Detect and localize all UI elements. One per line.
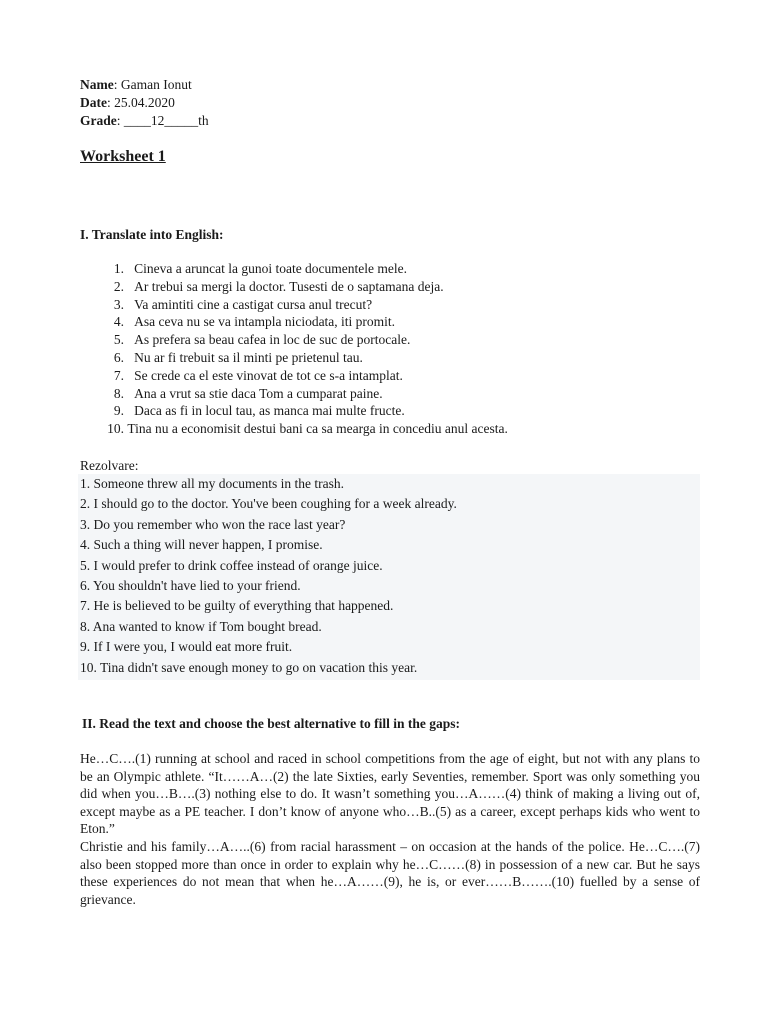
list-item <box>80 313 508 331</box>
grade-value: : ____12_____th <box>116 113 209 128</box>
item-number: 7. <box>113 367 124 383</box>
item-number: 9. <box>113 403 124 419</box>
item-number: 10. <box>107 421 124 437</box>
item-text: As prefera sa beau cafea in loc de suc de portocale. <box>134 332 411 348</box>
grade-label: Grade <box>80 113 117 128</box>
item-text: Se crede ca el este vinovat de tot ce s-a intamplat. <box>134 367 403 383</box>
solution-label: Rezolvare: <box>80 458 139 473</box>
answer-line: 7. He is believed to be guilty of everything that happened. <box>80 598 394 614</box>
answer-line: 9. If I were you, I would eat more fruit. <box>80 639 293 655</box>
item-text: Tina nu a economisit destui bani ca sa mearga in concediu anul acesta. <box>127 421 508 437</box>
item-text: Nu ar fi trebuit sa il minti pe prietenul tau. <box>134 349 363 365</box>
grade-line <box>80 112 209 130</box>
item-number: 4. <box>113 314 124 330</box>
item-number: 1. <box>113 261 124 276</box>
answer-line: 2. I should go to the doctor. You've been coughing for a week already. <box>80 496 457 512</box>
item-number: 8. <box>113 385 124 401</box>
item-text: Ana a vrut sa stie daca Tom a cumparat paine. <box>134 385 383 401</box>
answer-line: 4. Such a thing will never happen, I promise. <box>80 537 323 553</box>
item-text: Daca as fi in locul tau, as manca mai multe fructe. <box>134 403 405 419</box>
answer-line: 8. Ana wanted to know if Tom bought bread. <box>80 618 322 634</box>
item-number: 3. <box>113 296 124 312</box>
list-item <box>80 420 508 438</box>
item-number: 2. <box>113 278 124 294</box>
list-item <box>80 296 508 314</box>
name-line <box>80 76 209 94</box>
list-item <box>80 278 508 296</box>
paragraph: Christie and his family…A…..(6) from racial harassment – on occasion at the hands of the police. He…C….(7) also been stopped more than once in order to explain why he…C……(8) in possession of a new car. But he says these experiences do not mean that when he…A……(9), he is, or ever……B…….(10) fuelled by a sense of grievance. <box>80 838 700 907</box>
answer-line: 1. Someone threw all my documents in the trash. <box>80 476 344 491</box>
translation-list <box>80 260 508 438</box>
item-number: 5. <box>113 332 124 348</box>
section2-heading: II. Read the text and choose the best alternative to fill in the gaps: <box>82 716 460 731</box>
answer-line: 5. I would prefer to drink coffee instead of orange juice. <box>80 557 383 573</box>
list-item <box>80 331 508 349</box>
name-value: : Gaman Ionut <box>113 77 192 92</box>
list-item <box>80 402 508 420</box>
answer-line: 3. Do you remember who won the race last year? <box>80 516 346 532</box>
list-item <box>80 385 508 403</box>
item-text: Cineva a aruncat la gunoi toate documentele mele. <box>134 261 408 276</box>
answer-line: 6. You shouldn't have lied to your friend. <box>80 577 301 593</box>
date-value: : 25.04.2020 <box>107 95 175 110</box>
name-label: Name <box>80 77 114 92</box>
answers-block <box>78 474 700 680</box>
item-text: Ar trebui sa mergi la doctor. Tusesti de o saptamana deja. <box>134 278 444 294</box>
list-item <box>80 349 508 367</box>
section1-heading: I. Translate into English: <box>80 227 224 242</box>
answer-line: 10. Tina didn't save enough money to go on vacation this year. <box>80 659 418 675</box>
list-item <box>80 367 508 385</box>
gap-fill-text <box>80 750 700 908</box>
date-label: Date <box>80 95 107 110</box>
item-text: Asa ceva nu se va intampla niciodata, iti promit. <box>134 314 396 330</box>
page-title: Worksheet 1 <box>80 148 166 165</box>
date-line <box>80 94 209 112</box>
student-header <box>80 76 209 130</box>
item-text: Va amintiti cine a castigat cursa anul trecut? <box>134 296 373 312</box>
item-number: 6. <box>113 349 124 365</box>
paragraph: He…C….(1) running at school and raced in school competitions from the age of eight, but not with any plans to be an Olympic athlete. “It……A…(2) the late Sixties, early Seventies, remember. Sport was only something you did when you…B….(3) nothing else to do. It wasn’t something you…A……(4) think of making a living out of, except maybe as a PE teacher. I don’t know of anyone who…B..(5) as a career, except perhaps kids who went to Eton.” <box>80 751 700 837</box>
list-item <box>80 260 508 278</box>
